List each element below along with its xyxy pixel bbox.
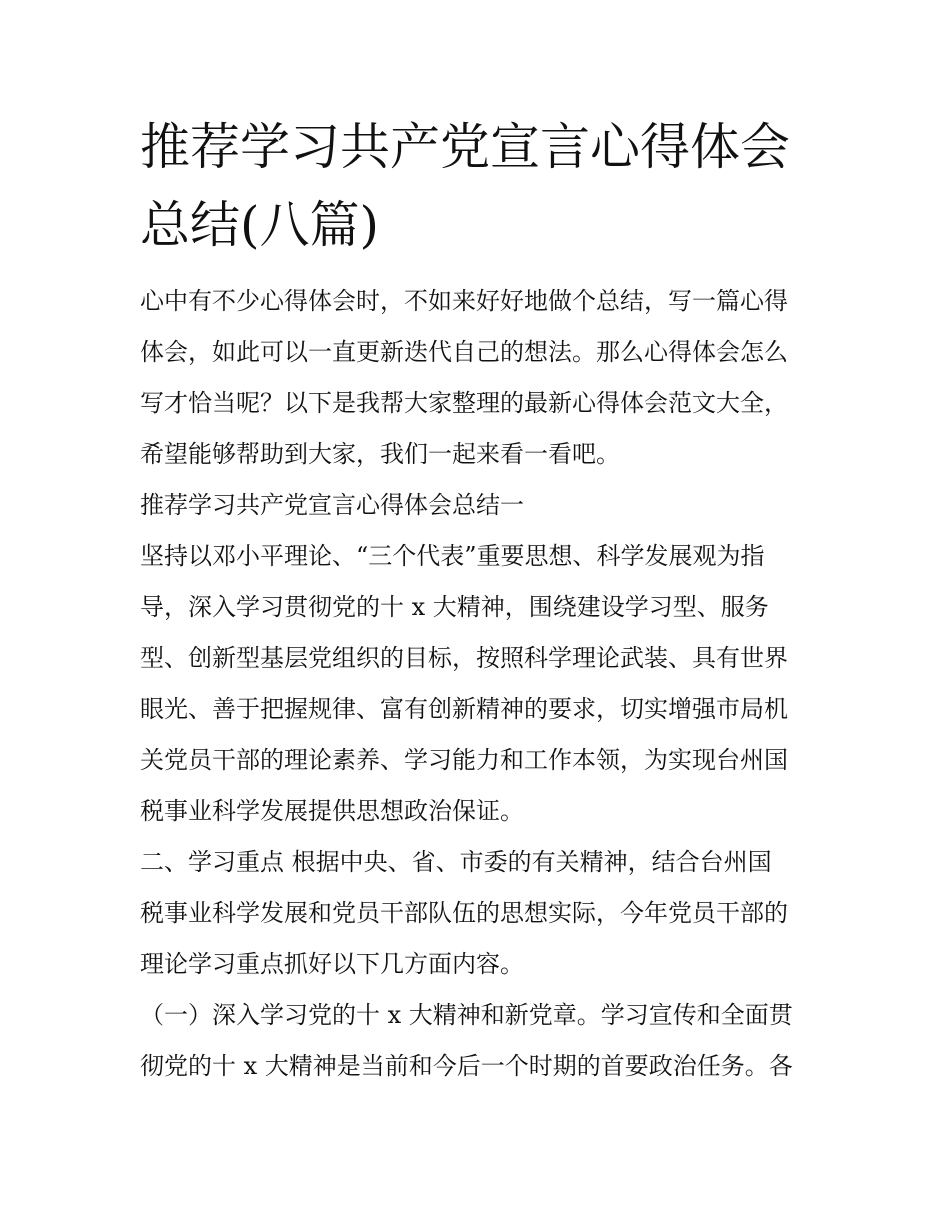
body-line-9: 眼光、善于把握规律、富有创新精神的要求，切实增强市局机 <box>140 695 788 723</box>
body-line-1: 心中有不少心得体会时，不如来好好地做个总结，写一篇心得 <box>140 287 788 315</box>
body-line-13: 税事业科学发展和党员干部队伍的思想实际，今年党员干部的 <box>140 899 788 927</box>
body-line-6: 坚持以邓小平理论、“三个代表”重要思想、科学发展观为指 <box>140 542 765 570</box>
body-line-12: 二、学习重点 根据中央、省、市委的有关精神，结合台州国 <box>140 848 772 876</box>
document-title <box>140 108 820 264</box>
body-line-7: 导，深入学习贯彻党的十 x 大精神，围绕建设学习型、服务 <box>140 593 769 621</box>
body-line-8: 型、创新型基层党组织的目标，按照科学理论武装、具有世界 <box>140 644 788 672</box>
title-line-1: 推荐学习共产党宣言心得体会 <box>140 118 790 176</box>
body-line-16: 彻党的十 x 大精神是当前和今后一个时期的首要政治任务。各 <box>140 1052 793 1080</box>
body-line-4: 希望能够帮助到大家，我们一起来看一看吧。 <box>140 440 620 468</box>
body-line-15: （一）深入学习党的十 x 大精神和新党章。学习宣传和全面贯 <box>140 1001 793 1029</box>
section-heading: 推荐学习共产党宣言心得体会总结一 <box>140 491 524 519</box>
body-line-3: 写才恰当呢？以下是我帮大家整理的最新心得体会范文大全， <box>140 389 788 417</box>
body-line-2: 体会，如此可以一直更新迭代自己的想法。那么心得体会怎么 <box>140 338 788 366</box>
title-line-2: 总结(八篇) <box>140 196 380 254</box>
body-line-11: 税事业科学发展提供思想政治保证。 <box>140 797 524 825</box>
body-line-10: 关党员干部的理论素养、学习能力和工作本领，为实现台州国 <box>140 746 788 774</box>
body-line-14: 理论学习重点抓好以下几方面内容。 <box>140 950 524 978</box>
